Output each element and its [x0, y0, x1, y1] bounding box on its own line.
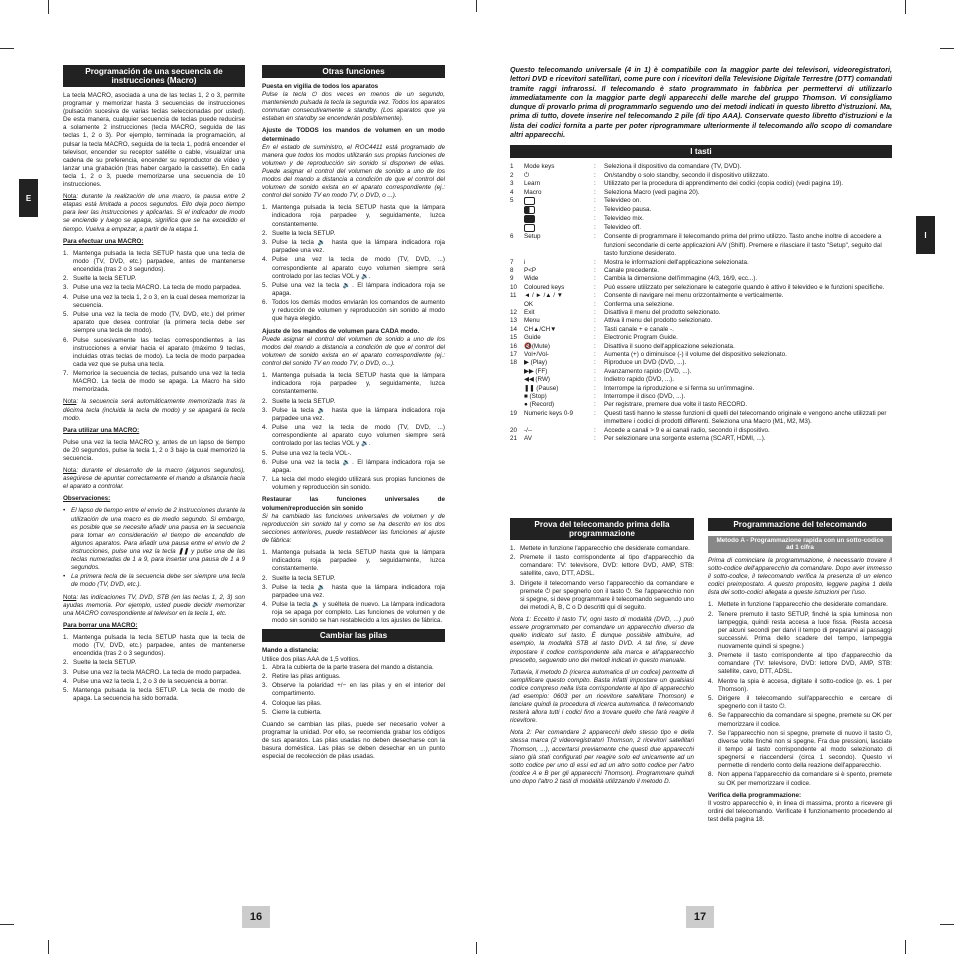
steps-list: [262, 664, 445, 717]
list-item: 1. Abra la cubierta de la parte trasera del mando a distancia.: [262, 663, 434, 671]
list-item: 1. Mantenga pulsada la tecla SETUP hasta que la lámpara indicadora roja parpadee y, seguidamente, luzca constantemente.: [262, 372, 445, 396]
note: Nota: las indicaciones TV, DVD, STB (en las teclas 1, 2, 3) son ayudas memoria. Por ejemplo, usted puede decidir memorizar una MACRO correspondiente al televisor en la tecla 1, etc.: [63, 593, 245, 617]
note: Nota: durante el desarrollo de la macro (algunos segundos), asegúrese de apuntar correctamente el mando a distancia hacia el aparato a controlar.: [63, 467, 245, 491]
steps-list: [63, 634, 245, 704]
key-row: ● (Record) : Per registrare, premere due volte il tasto RECORD.: [524, 401, 748, 409]
crop-mark: [476, 942, 477, 954]
list-item: 3. Pulse la tecla 🔉 hasta que la lámpara indicadora roja parpadee una vez.: [262, 239, 445, 255]
crop-mark: [0, 48, 14, 49]
key-row: ■ (Stop) : Interrompe il disco (DVD, ...).: [524, 393, 686, 401]
key-row: 6 Setup : Consente di programmare il telecomando prima del primo utilizzo. Tasto anche inoltre di accedere a funzioni secondarie di certe applicazioni A/V (Shift). Premere e rilasciare il tasto "Setup", seguito dal tasto funzione desiderato.: [510, 233, 882, 258]
list-item: 2. Suelte la tecla SETUP.: [262, 574, 336, 582]
list-item: 1. Mettete in funzione l'apparecchio che desiderate comandare.: [510, 545, 690, 552]
language-tab-right: I: [916, 216, 935, 254]
list-item: 2. Premete il tasto corrispondente al tipo d'apparecchio da comandare: TV: televisore, DVD: lettore DVD, AMP, STB: satellite, cavo, DTT, ADSL.: [510, 554, 694, 578]
crop-mark: [48, 0, 49, 14]
list-item: 5. Dirigere il telecomando sull'apparecchio e cercare di spegnerlo con il tasto ⏻.: [708, 695, 892, 711]
key-row: 17 Vol+/Vol- : Aumenta (+) o diminuisce (-) il volume del dispositivo selezionato.: [510, 351, 787, 358]
paragraph: En el estado de suministro, el ROC4411 está programado de manera que todos los modos utilizarán sus propias funciones de volumen y de reproducción sin sonido si disponen de ellas. Puede asignar el control del volumen de sonido a uno de los modos del mando a distancia a condición de que el control del volumen de sonido exista en el aparato correspondiente (ej.: control del sonido TV en modo TV, o DVD, o ...).: [262, 143, 445, 200]
paragraph: La tecla MACRO, asociada a una de las teclas 1, 2 o 3, permite programar y memorizar hasta 3 secuencias de instrucciones (pulsación sucesiva de varias teclas seleccionadas por usted). De esta manera, cualquier secuencia de teclas puede reducirse a solamente 2 instrucciones (tecla MACRO, seguida de las teclas 1, 2 o 3). Por ejemplo, terminada la programación, al pulsar la tecla MACRO, seguida de la tecla 1, podrá encender el televisor, encender su receptor satélite o cable, visualizar una cadena de su preferencia, encender su reproductor de vídeo y lanzar una grabación (tras haber cargado la cassette). En cada tecla 1, 2 o 3, puede memorizarse una secuencia de 10 instrucciones.: [63, 92, 245, 189]
paragraph: Prima di cominciare la programmazione, è necessario trovare il sotto-codice dell'apparecchio da comandare. Dopo aver immesso il sotto-codice, il telecomando verifica la presenza di un elenco codici preimpostato. A questo proposito, leggere pagina 1 della lista dei sotto-codici allegata a queste istruzioni per l'uso.: [708, 556, 892, 597]
list-item: 5. Pulse una vez la tecla de modo (TV, DVD, etc.) del primer aparato que desea controlar (la primera tecla debe ser siempre una tecla de modo).: [63, 311, 245, 335]
list-item: 3. Pulse una vez la tecla MACRO. La tecla de modo parpadea.: [63, 668, 242, 676]
list-item: • El lapso de tiempo entre el envío de 2 instrucciones durante la utilización de una macro es de medio segundo. Si embargo, es posible que se necesite añadir una pausa en la secuencia para tomar en consideración el tiempo de encendido de algunos aparatos. Para añadir una pausa entre el envío de 2 instrucciones, pulse una vez la tecla ❚❚ y pulse una de las teclas numeradas de 1 a 9, para insertar una pausa de 1 a 9 segundos.: [63, 507, 245, 572]
list-item: 6. Todos los demás modos enviarán los comandos de aumento y reducción de volumen y reproducción sin sonido al modo que haya elegido.: [262, 299, 445, 323]
subheading: Para borrar una MACRO:: [63, 621, 138, 629]
list-item: 4. Mentre la spia è accesa, digitate il sotto-codice (p. es. 1 per Thomson).: [708, 677, 892, 693]
list-item: 3. Pulse la tecla 🔉 hasta que la lámpara indicadora roja parpadee una vez.: [262, 583, 445, 599]
list-item: 8. Non appena l'apparecchio da comandare si è spento, premete su OK per memorizzare il codice.: [708, 771, 892, 787]
list-item: 6. Pulse sucesivamente las teclas correspondientes a las instrucciones a enviar hacia el aparato (máximo 9 teclas, incluidas otras teclas de modo). La tecla de modo parpadea cada vez que se pulsa una tecla.: [63, 336, 245, 368]
list-item: 3. Premete il tasto corrispondente al tipo d'apparecchio da comandare (TV: televisore, DVD: lettore DVD, AMP, STB: satellite, cavo, DTT, ADSL.: [708, 652, 892, 676]
key-row: 3 Learn : Utilizzato per la procedura di apprendimento dei codici (copia codici) (vedi pagina 19).: [510, 180, 844, 188]
steps-list: [262, 372, 445, 492]
method-subtitle: Metodo A - Programmazione rapida con un sotto-codice ad 1 cifra: [708, 536, 892, 553]
subheading: Observaciones:: [63, 495, 111, 503]
note: Nota: la secuencia será automáticamente memorizada tras la décima tecla (incluida la tecla de modo) y se apagará la tecla modo.: [63, 398, 245, 422]
list-item: 1. Mantenga pulsada la tecla SETUP hasta que la lámpara indicadora roja parpadee y, seguidamente, luzca constantemente.: [262, 549, 445, 573]
list-item: 4. Pulse una vez la tecla 1, 2 o 3, en la cual desea memorizar la secuencia.: [63, 293, 245, 309]
note: Nota 1: Eccetto il tasto TV, ogni tasto di modalità (DVD, ...) può essere programmato per comandare un apparecchio diverso da quello indicato sul tasto. È dunque possibile attribuire, ad esempio, la modalità STB al tasto DVD. A tal fine, si deve impostare il codice corrispondente alla marca e all'apparecchio prescelto, seguendo uno dei metodi indicati in questo manuale.: [510, 616, 694, 664]
key-row: ❚❚ (Pause) : Interrompe la riproduzione e si ferma su un'immagine.: [524, 384, 755, 392]
key-row: 21 AV : Per selezionare una sorgente esterna (SCART, HDMI, ...).: [510, 435, 766, 443]
list-item: 5. Pulse una vez la tecla VOL-.: [262, 449, 352, 457]
steps-list: [63, 250, 245, 395]
list-item: 3. Observe la polaridad +/− en las pilas y en el interior del compartimento.: [262, 682, 445, 698]
key-row: : Televideo off.: [510, 224, 892, 233]
steps-list: [262, 549, 445, 625]
list-item: 2. Suelte la tecla SETUP.: [262, 397, 336, 405]
subheading: Para utilizar una MACRO:: [63, 426, 140, 434]
subheading: Ajuste de TODOS los mandos de volumen en un modo determinado: [262, 127, 445, 143]
note: Nota 2: Per comandare 2 apparecchi dello stesso tipo e della stessa marca (2 videoregistratori Thomson, 2 ricevitori satellitari Thomson, ...), accertarsi previamente che questi due apparecchi siano già stati configurati per reagire solo ed unicamente ad un sotto codice per uno di essi ed ad un altro sotto codice per l'altro (codice A e B per gli apparecchi Thomson). Programmare quindi uno dopo l'altro 2 tasti di modalità utilizzando il metodo D.: [510, 729, 694, 785]
column-test: [510, 518, 694, 790]
crop-mark: [905, 940, 906, 954]
section-title: Programmazione del telecomando: [708, 518, 892, 531]
list-item: 1. Mettete in funzione l'apparecchio che desiderate comandare.: [708, 601, 888, 609]
key-row: 9 Wide : Cambia la dimensione dell'immagine (4/3, 16/9, ecc...).: [510, 275, 758, 283]
paragraph: Puede asignar el control del volumen de sonido a uno de los modos del mando a distancia a condición de que el control del volumen de sonido exista en el aparato correspondiente (ej.: control del sonido TV en modo TV, o DVD, o...).: [262, 335, 445, 367]
list-item: 4. Pulse la tecla 🔉 y suéltela de nuevo. La lámpara indicadora roja se apaga por completo. Las funciones de volumen y de modo sin sonido se han restablecido a los ajustes de fábrica.: [262, 601, 445, 625]
crop-mark: [0, 924, 14, 925]
key-row: 14 CH▲/CH▼ : Tasti canale + e canale -.: [510, 325, 674, 333]
list-item: 2. Tenere premuto il tasto SETUP, finché la spia luminosa non lampeggia, quindi resta accesa a luce fissa. (Resta accesa per alcuni secondi per darvi il tempo di prepararvi ai passaggi successivi. Prima dello scadere del tempo, lampeggia nuovamente quindi si spegne.): [708, 610, 892, 650]
column-macro: [63, 65, 245, 707]
key-row: 18 ▶ (Play) : Riproduce un DVD (DVD, ...).: [510, 359, 687, 367]
key-row: 20 -/-- : Accede a canali > 9 e ai canali radio, secondo il dispositivo.: [510, 426, 770, 434]
key-row: 12 Exit : Disattiva il menu del prodotto selezionato.: [510, 308, 721, 316]
subheading: Restaurar las funciones universales de volumen/reproducción sin sonido: [262, 496, 445, 512]
paragraph: Cuando se cambian las pilas, puede ser necesario volver a programar la unidad. Por ello, se recomienda grabar los códigos de sus aparatos. Las pilas usadas no deben desecharse con la basura doméstica. Las pilas se deben desechar en un punto especial de recolección de pilas usadas.: [262, 720, 445, 761]
key-row: 16 🔇(Mute) : Disattiva il suono dell'applicazione selezionata.: [510, 342, 735, 350]
key-row: 11 ◄ / ► /▲ / ▼ : Consente di navigare nei menu orizzontalmente e verticalmente.: [510, 292, 784, 300]
list-item: 1. Mantenga pulsada la tecla SETUP hasta que la lámpara indicadora roja parpadee y, seguidamente, luzca constantemente.: [262, 204, 445, 228]
key-row: 13 Menu : Attiva il menu del prodotto selezionato.: [510, 317, 713, 325]
intro-paragraph: Questo telecomando universale (4 in 1) è compatibile con la maggior parte dei televisori, videoregistratori, lettori DVD e ricevitori satellitari, come pure con i ricevitori della Televisione Digitale Terrestre (DTT) comandati tramite raggi infrarossi. Il telecomando è stato programmato in fabbrica per permettervi di utilizzarlo immediatamente con la maggior parte degli apparecchi delle marche del gruppo Thomson. Vi consigliamo dunque di provarlo prima di programmarlo seguendo uno dei metodi indicati in questo libretto d'istruzioni. Ma, prima di tutto, dovete inserire nel telecomando 2 pile (di tipo AAA). Conservate questo libretto d'istruzioni e la lista dei codici fornita a parte per poter riprogrammare ulteriormente il telecomando allo scopo di comandare altri apparecchi.: [510, 65, 892, 140]
steps-list: [708, 601, 892, 787]
crop-mark: [905, 0, 906, 14]
list-item: 7. Se l'apparecchio non si spegne, premete di nuovo il tasto ⏻, diverse volte finché non si spegne. Fra due pressioni, lasciate il tempo al tasto corrispondente al modo selezionato di spegnersi e riaccendersi (circa 1 secondo). Questo vi permette di renderlo conto della reazione dell'apparecchio.: [708, 729, 892, 770]
key-row: : Televideo pausa.: [510, 206, 892, 215]
key-row: 15 Guide : Electronic Program Guide.: [510, 334, 678, 342]
key-row: ◀◀ (RW) : Indietro rapido (DVD, ...).: [524, 376, 674, 384]
paragraph: Pulse la tecla ⏻ dos veces en menos de un segundo, manteniendo pulsada la tecla la segunda vez. Todos los aparatos conmutan consecutivamente a standby. (Los aparatos que ya estaban en standby se encenderán posiblemente).: [262, 91, 445, 123]
subheading: Mando a distancia:: [262, 647, 319, 655]
list-item: 4. Pulse una vez la tecla de modo (TV, DVD, ...) correspondiente al aparato cuyo volumen siempre será controlado por las teclas VOL y 🔉.: [262, 256, 445, 280]
list-item: 3. Dirigete il telecomando verso l'apparecchio da comandare e premete ⏻ per spegnerlo con il tasto ⏻. Se l'apparecchio non si spegne, si deve programmare il telecomando seguendo uno dei metodi A, B, C o D descritti qui di seguito.: [510, 579, 694, 612]
page-number-right: 17: [686, 906, 714, 928]
key-row: 19 Numeric keys 0-9 : Questi tasti hanno le stesse funzioni di quelli del telecomando originale e vengono anche utilizzati per immettere i codici di prodotti differenti. Seleziona una Macro (M1, M2, M3).: [510, 409, 887, 426]
key-row: 4 Macro : Seleziona Macro (vedi pagina 20).: [510, 188, 700, 196]
section-title: Programación de una secuencia de instrucciones (Macro): [63, 65, 245, 87]
list-item: 1. Mantenga pulsada la tecla SETUP hasta que la tecla de modo (TV, DVD, etc.) parpadee, antes de mantenerse encendida (tras 2 o 3 segundos).: [63, 633, 245, 658]
key-row: 1 Mode keys : Seleziona il dispositivo da comandare (TV, DVD).: [510, 163, 742, 171]
list-item: 6. Pulse una vez la tecla 🔉. El lámpara indicadora roja se apaga.: [262, 458, 445, 474]
list-item: • La primera tecla de la secuencia debe ser siempre una tecla de modo (TV, DVD, etc.).: [63, 573, 245, 589]
paragraph: Il vostro apparecchio è, in linea di massima, pronto a ricevere gli ordini del telecomando. Verificate il funzionamento procedendo al test della pagina 18.: [708, 799, 892, 823]
note: Nota: durante la realización de una macro, la pausa entre 2 etapas está limitada a pocos segundos. Ello deja poco tiempo para leer las instrucciones y aplicarlas. Si el indicador de modo se enciende y luego se apaga, significa que se ha excedido el tiempo. Vuelva a empezar, a partir de la etapa 1.: [63, 193, 245, 233]
list-item: 7. Memorice la secuencia de teclas, pulsando una vez la tecla MACRO. La tecla de modo se apaga. La Macro ha sido memorizada.: [63, 370, 245, 394]
language-tab-left: E: [19, 179, 38, 217]
teletext-icon: [524, 197, 535, 205]
list-item: 2. Suelte la tecla SETUP.: [63, 275, 137, 283]
teletext-icon: [524, 215, 535, 223]
key-row: 5 : Televideo on.: [510, 197, 642, 204]
list-item: 2. Retire las pilas antiguas.: [262, 672, 341, 680]
paragraph: Pulse una vez la tecla MACRO y, antes de un lapso de tiempo de 20 segundos, pulse la tecla 1, 2 o 3 bajo la cual memorizó la secuencia.: [63, 438, 245, 462]
subheading: Para efectuar una MACRO:: [63, 237, 144, 245]
list-item: 4. Pulse una vez la tecla de modo (TV, DVD, ...) correspondiente al aparato cuyo volumen siempre será controlado por las teclas VOL y 🔉.: [262, 424, 445, 448]
list-item: 4. Pulse una vez la tecla 1, 2 o 3 de la secuencia a borrar.: [63, 677, 228, 685]
list-item: 3. Pulse una vez la tecla MACRO. La tecla de modo parpadea.: [63, 284, 242, 292]
steps-list: [262, 204, 445, 323]
teletext-icon: [524, 224, 535, 232]
list-item: 7. La tecla del modo elegido utilizará sus propias funciones de volumen y reproducción sin sonido.: [262, 476, 445, 492]
list-item: 2. Suelte la tecla SETUP.: [262, 229, 336, 237]
key-row: 7 i : Mostra le informazioni dell'applicazione selezionata.: [510, 258, 749, 266]
section-title: I tasti: [510, 145, 892, 158]
key-row: 8 P<P : Canale precedente.: [510, 266, 659, 274]
crop-mark: [48, 940, 49, 954]
teletext-icon: [524, 206, 535, 214]
list-item: 5. Pulse una vez la tecla 🔉. El lámpara indicadora roja se apaga.: [262, 281, 445, 297]
crop-mark: [940, 924, 954, 925]
column-italian-intro: [510, 65, 892, 443]
section-title: Cambiar las pilas: [262, 629, 445, 642]
key-row: OK : Conferma una selezione.: [524, 300, 675, 308]
keys-table: [510, 163, 892, 443]
list-item: 3. Pulse la tecla 🔉 hasta que la lámpara indicadora roja parpadee una vez.: [262, 406, 445, 422]
steps-list: [510, 545, 694, 612]
list-item: 6. Se l'apparecchio da comandare si spegne, premete su OK per memorizzare il codice.: [708, 712, 892, 728]
key-row: 10 Coloured keys : Può essere utilizzato per selezionare le categorie quando è attivo il televideo e le funzioni specifiche.: [510, 283, 885, 291]
key-row: ▶▶ (FF) : Avanzamento rapido (DVD, ...).: [524, 367, 692, 375]
key-row: 2 ⏻ : On/standby o solo standby, secondo il dispositivo utilizzato.: [510, 171, 770, 179]
subheading: Ajuste de los mandos de volumen para CADA modo.: [262, 327, 420, 335]
crop-mark: [476, 0, 477, 12]
note: Tuttavia, il metodo D (ricerca automatica di un codice) permette di semplificare questo compito. Basta infatti impostare un qualsiasi codice compreso nella lista corrispondente al tipo di apparecchio (ad esempio: 0603 per un ricevitore satellitare Thomson) e lanciare quindi la procedura di ricerca automatica. Il telecomando testerà allora tutti i codici fino a trovare quello che farà reagire il ricevitore.: [510, 668, 694, 725]
subheading: Verifica della programmazione:: [708, 791, 802, 799]
list-item: 1. Mantenga pulsada la tecla SETUP hasta que una tecla de modo (TV, DVD, etc.) parpadee, antes de mantenerse encendida (tras 2 o 3 segundos).: [63, 249, 245, 273]
paragraph: Si ha cambiado las funciones universales de volumen y de reproducción sin sonido tal y como se ha descrito en los dos secciones anteriores, puede restablecer las funciones al ajuste de fábrica:: [262, 512, 445, 544]
crop-mark: [940, 48, 954, 49]
list-item: 5. Mantenga pulsada la tecla SETUP. La tecla de modo de apaga. La secuencia ha sido borrada.: [63, 687, 245, 703]
subheading: Puesta en vigilia de todos los aparatos: [262, 83, 379, 90]
column-programming: [708, 518, 892, 828]
page-number-left: 16: [242, 906, 270, 928]
section-title: Otras funciones: [262, 65, 445, 78]
key-row: : Televideo mix.: [510, 215, 892, 224]
column-other-functions: [262, 65, 445, 765]
list-item: 4. Coloque las pilas.: [262, 699, 322, 707]
section-title: Prova del telecomando prima della programmazione: [510, 518, 694, 540]
bullets-list: [63, 507, 245, 589]
paragraph: Utilice dos pilas AAA de 1,5 voltios.: [262, 655, 361, 663]
list-item: 2. Suelte la tecla SETUP.: [63, 659, 137, 667]
list-item: 5. Cierre la cubierta.: [262, 708, 322, 716]
